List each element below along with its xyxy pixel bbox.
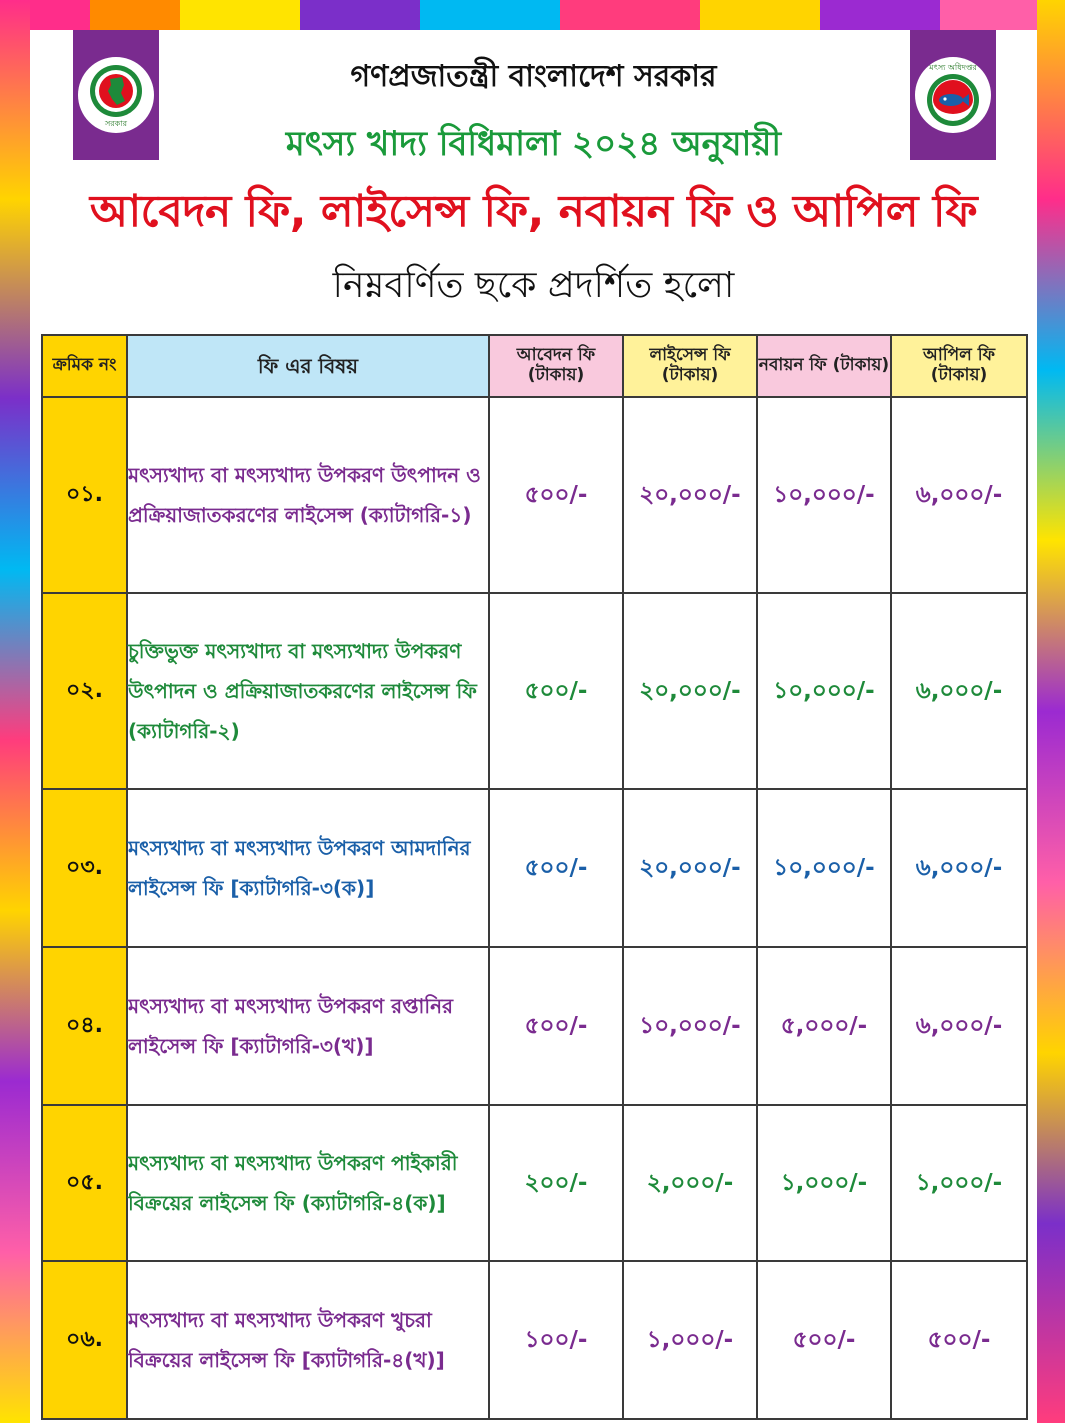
- notice-sheet: [30, 30, 1037, 1423]
- table-row: [42, 593, 1027, 789]
- row-serial: ০২.: [42, 593, 127, 789]
- row-renewal-fee: ৫,০০০/-: [757, 947, 891, 1105]
- row-license-fee: ২০,০০০/-: [623, 593, 757, 789]
- row-serial: ০৬.: [42, 1261, 127, 1419]
- row-subject: মৎস্যখাদ্য বা মৎস্যখাদ্য উপকরণ রপ্তানির লাইসেন্স ফি [ক্যাটাগরি-৩(খ)]: [127, 947, 489, 1105]
- government-heading: গণপ্রজাতন্ত্রী বাংলাদেশ সরকার: [350, 59, 717, 94]
- row-serial: ০৪.: [42, 947, 127, 1105]
- row-license-fee: ২০,০০০/-: [623, 397, 757, 593]
- row-subject: মৎস্যখাদ্য বা মৎস্যখাদ্য উপকরণ খুচরা বিক্রয়ের লাইসেন্স ফি [ক্যাটাগরি-৪(খ)]: [127, 1261, 489, 1419]
- row-serial: ০১.: [42, 397, 127, 593]
- column-header-serial: ক্রমিক নং: [42, 335, 127, 397]
- row-subject: মৎস্যখাদ্য বা মৎস্যখাদ্য উপকরণ আমদানির লাইসেন্স ফি [ক্যাটাগরি-৩(ক)]: [127, 789, 489, 947]
- row-application-fee: ১০০/-: [489, 1261, 623, 1419]
- table-row: [42, 397, 1027, 593]
- row-application-fee: ৫০০/-: [489, 789, 623, 947]
- row-appeal-fee: ১,০০০/-: [891, 1105, 1027, 1261]
- row-renewal-fee: ১০,০০০/-: [757, 397, 891, 593]
- row-application-fee: ৫০০/-: [489, 397, 623, 593]
- table-row: [42, 1261, 1027, 1419]
- fee-table: [41, 334, 1028, 1420]
- row-renewal-fee: ১০,০০০/-: [757, 789, 891, 947]
- row-appeal-fee: ৬,০০০/-: [891, 593, 1027, 789]
- row-license-fee: ১০,০০০/-: [623, 947, 757, 1105]
- decorative-border-left: [0, 0, 30, 1423]
- row-subject: মৎস্যখাদ্য বা মৎস্যখাদ্য উপকরণ পাইকারী বিক্রয়ের লাইসেন্স ফি (ক্যাটাগরি-৪(ক)]: [127, 1105, 489, 1261]
- regulation-subtitle: মৎস্য খাদ্য বিধিমালা ২০২৪ অনুযায়ী: [285, 124, 782, 164]
- page-title: আবেদন ফি, লাইসেন্স ফি, নবায়ন ফি ও আপিল ফি: [89, 186, 978, 237]
- row-appeal-fee: ৬,০০০/-: [891, 397, 1027, 593]
- table-header-row: [42, 335, 1027, 397]
- column-header-application-fee: আবেদন ফি (টাকায়): [489, 335, 623, 397]
- table-row: [42, 947, 1027, 1105]
- row-subject: মৎস্যখাদ্য বা মৎস্যখাদ্য উপকরণ উৎপাদন ও প্রক্রিয়াজাতকরণের লাইসেন্স (ক্যাটাগরি-১): [127, 397, 489, 593]
- row-application-fee: ৫০০/-: [489, 947, 623, 1105]
- column-header-subject: ফি এর বিষয়: [127, 335, 489, 397]
- row-serial: ০৩.: [42, 789, 127, 947]
- row-license-fee: ২০,০০০/-: [623, 789, 757, 947]
- row-application-fee: ৫০০/-: [489, 593, 623, 789]
- table-row: [42, 789, 1027, 947]
- row-renewal-fee: ৫০০/-: [757, 1261, 891, 1419]
- row-appeal-fee: ৬,০০০/-: [891, 789, 1027, 947]
- decorative-border-right: [1037, 0, 1065, 1423]
- row-appeal-fee: ৬,০০০/-: [891, 947, 1027, 1105]
- row-renewal-fee: ১০,০০০/-: [757, 593, 891, 789]
- column-header-license-fee: লাইসেন্স ফি (টাকায়): [623, 335, 757, 397]
- row-serial: ০৫.: [42, 1105, 127, 1261]
- row-renewal-fee: ১,০০০/-: [757, 1105, 891, 1261]
- row-subject: চুক্তিভুক্ত মৎস্যখাদ্য বা মৎস্যখাদ্য উপকরণ উৎপাদন ও প্রক্রিয়াজাতকরণের লাইসেন্স ফি (ক্যাটাগরি-২): [127, 593, 489, 789]
- row-license-fee: ২,০০০/-: [623, 1105, 757, 1261]
- column-header-appeal-fee: আপিল ফি (টাকায়): [891, 335, 1027, 397]
- row-application-fee: ২০০/-: [489, 1105, 623, 1261]
- table-caption: নিম্নবর্ণিত ছকে প্রদর্শিত হলো: [332, 265, 735, 306]
- government-logo-text: সরকার: [104, 118, 127, 128]
- table-row: [42, 1105, 1027, 1261]
- row-appeal-fee: ৫০০/-: [891, 1261, 1027, 1419]
- column-header-renewal-fee: নবায়ন ফি (টাকায়): [757, 335, 891, 397]
- fisheries-logo-text: মৎস্য অধিদপ্তর: [929, 62, 977, 72]
- row-license-fee: ১,০০০/-: [623, 1261, 757, 1419]
